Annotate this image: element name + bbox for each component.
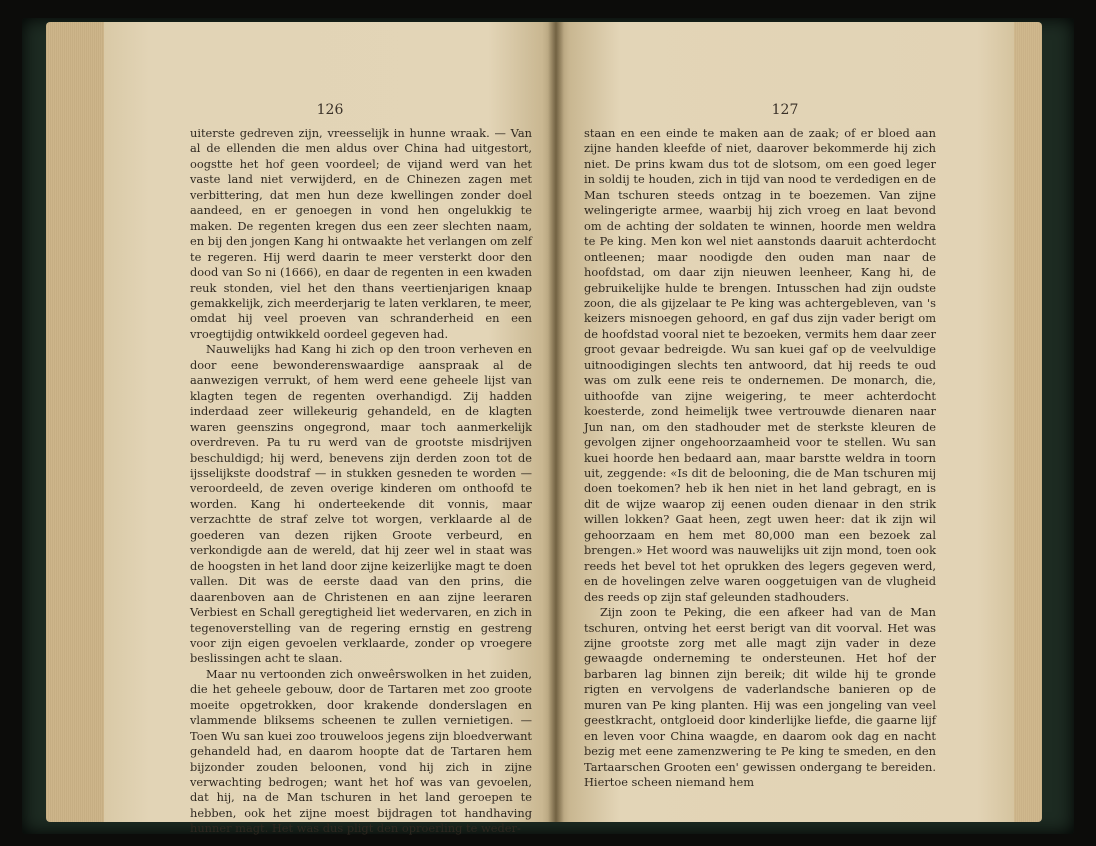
paragraph: uiterste gedreven zijn, vreesselijk in hunne wraak. — Van al de ellenden die men aldus over China had uitgestort, oogstte het hof geen voordeel; de vijand werd van het vaste land niet verwijderd, en de Chinezen zagen met verbittering, dat men hun deze kwellingen zonder doel aandeed, en er genoegen in vond hen ongelukkig te maken. De regenten kregen dus een zeer slechten naam, en bij den jongen Kang hi ontwaakte het verlangen om zelf te regeren. Hij werd daarin te meer versterkt door den dood van So ni (1666), en daar de regenten in een kwaden reuk stonden, viel het den thans veertienjarigen knaap gemakkelijk, zich meerderjarig te laten verklaren, te meer, omdat hij veel proeven van schranderheid en een vroegtijdig ontwikkeld oordeel gegeven had. [190,126,532,341]
page-edges-left [46,22,106,822]
paragraph: Zijn zoon te Peking, die een afkeer had van de Man tschuren, ontving het eerst berigt van dit voorval. Het was zijne grootste zorg met alle magt zijn vader in deze gewaagde onderneming te ondersteunen. Het hof der barbaren lag binnen zijn bereik; dit wilde hij te gronde rigten en vervolgens de vaderlandsche banieren op de muren van Pe king planten. Hij was een jongeling van veel geestkracht, ontgloeid door kinderlijke liefde, die gaarne lijf en leven voor China waagde, en daarom ook dag en nacht bezig met eene zamenzwering te Pe king te smeden, en den Tartaarschen Grooten een' gewissen ondergang te bereiden. Hiertoe scheen niemand hem [584,605,936,790]
left-page-number: 126 [316,102,344,118]
left-page [104,22,556,836]
right-page [556,22,1014,822]
right-page-text [584,126,936,790]
right-page-number: 127 [771,102,799,118]
paragraph: Nauwelijks had Kang hi zich op den troon verheven en door eene bewonderenswaardige aanspraak al de aanwezigen verrukt, of hem werd eene geheele lijst van klagten tegen de regenten overhandigd. Zij hadden inderdaad zeer willekeurig gehandeld, en de klagten waren geenszins ongegrond, maar toch aanmerkelijk overdreven. Pa tu ru werd van de grootste misdrijven beschuldigd; hij werd, benevens zijn derden zoon tot de ijsselijkste doodstraf — in stukken gesneden te worden — veroordeeld, de zeven overige kinderen om onthoofd te worden. Kang hi onderteekende dit vonnis, maar verzachtte de straf zelve tot worgen, verklaarde al de goederen van dezen rijken Groote verbeurd, en verkondigde aan de wereld, dat hij zeer wel in staat was de hoogsten in het land door zijne keizerlijke magt te doen vallen. Dit was de eerste daad van den prins, die daarenboven aan de Christenen en aan zijne leeraren Verbiest en Schall geregtigheid liet wedervaren, en zich in tegenoverstelling van de regering ernstig en gestreng voor zijn eigen gevoelen verklaarde, zonder op vroegere beslissingen acht te slaan. [190,342,532,666]
page-edges-right [1012,22,1042,822]
paragraph: staan en een einde te maken aan de zaak; of er bloed aan zijne handen kleefde of niet, daarover bekommerde hij zich niet. De prins kwam dus tot de slotsom, om een goed leger in soldij te houden, zich in tijd van nood te verdedigen en de Man tschuren steeds ontzag in te boezemen. Van zijne welingerigte armee, waarbij hij zich vroeg en laat bevond om de achting der soldaten te winnen, hoorde men weldra te Pe king. Men kon wel niet aanstonds daaruit achterdocht ontleenen; maar noodigde den ouden man naar de hoofdstad, om daar zijn nieuwen leenheer, Kang hi, de gebruikelijke hulde te brengen. Intusschen had zijn oudste zoon, die als gijzelaar te Pe king was achtergebleven, van 's keizers misnoegen gehoord, en gaf dus zijn vader berigt om de hoofdstad vooral niet te bezoeken, vermits hem daar zeer groot gevaar bedreigde. Wu san kuei gaf op de veelvuldige uitnoodigingen slechts ten antwoord, dat hij reeds te oud was om zulk eene reis te ondernemen. De monarch, die, uithoofde van zijne weigering, te meer achterdocht koesterde, zond heimelijk twee vertrouwde dienaren naar Jun nan, om den stadhouder met de sterkste kleuren de gevolgen zijner ongehoorzaamheid voor te stellen. Wu san kuei hoorde hen bedaard aan, maar barstte weldra in toorn uit, zeggende: «Is dit de belooning, die de Man tschuren mij doen toekomen? heb ik hen niet in het land gebragt, en is dit de wijze waarop zij eenen ouden dienaar in den strik willen lokken? Gaat heen, zegt uwen heer: dat ik zijn wil gehoorzaam en hem met 80,000 man een bezoek zal brengen.» Het woord was nauwelijks uit zijn mond, toen ook reeds het bevel tot het oprukken des legers gegeven werd, en de hovelingen zelve waren ooggetuigen van de vlugheid des reeds op zijn staf geleunden stadhouders. [584,126,936,604]
paragraph: Maar nu vertoonden zich onweêrswolken in het zuiden, die het geheele gebouw, door de Tartaren met zoo groote moeite opgetrokken, door krakende donderslagen en vlammende bliksems scheenen te zullen vernietigen. — Toen Wu san kuei zoo trouweloos jegens zijn bloedverwant gehandeld had, en daarom hoopte dat de Tartaren hem bijzonder zouden beloonen, vond hij zich in zijne verwachting bedrogen; want het hof was van gevoelen, dat hij, na de Man tschuren in het land geroepen te hebben, ook het zijne moest bijdragen tot handhaving hunner magt. Het was dus pligt den oproerling te weder- [190,666,532,836]
left-page-text [190,126,532,837]
book-gutter [548,22,564,822]
